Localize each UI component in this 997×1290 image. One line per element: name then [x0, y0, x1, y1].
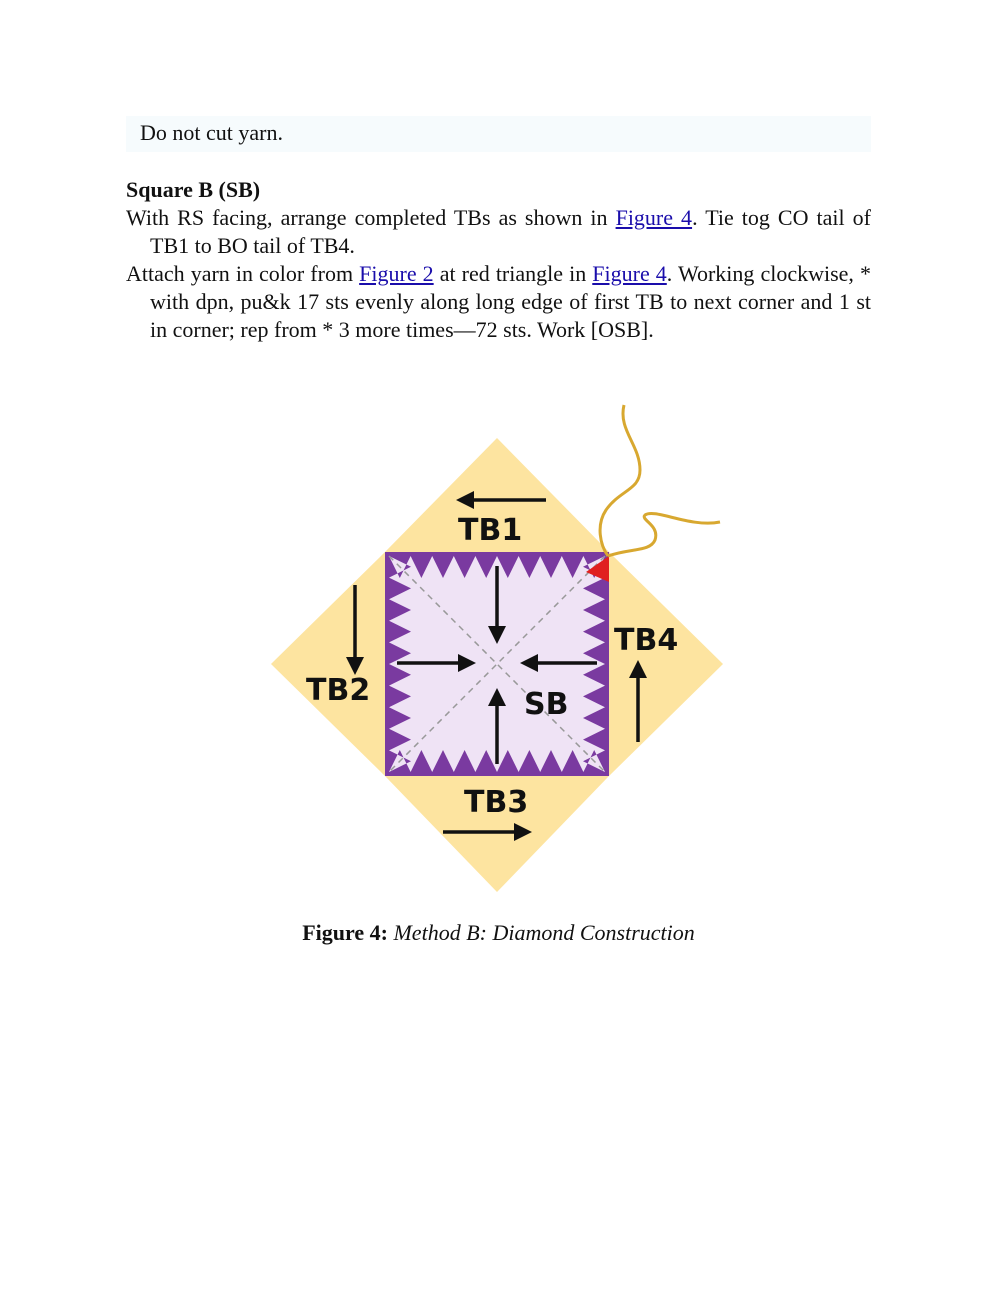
paragraph-text: at red triangle in: [433, 261, 593, 286]
tb4-triangle: [609, 552, 723, 776]
section-heading: Square B (SB): [126, 177, 261, 202]
caption-label: Figure 4:: [302, 920, 388, 945]
tb3-label: TB3: [464, 785, 529, 820]
paragraph-text: . Working clockwise, * with dpn, pu&k 17 sts evenly along long edge of first TB to next corner and 1 st in corner; rep from * 3 more times—72 sts. Work [OSB].: [150, 261, 871, 342]
yarn-strand: [600, 405, 720, 556]
figure-2-link[interactable]: Figure 2: [359, 261, 434, 286]
note-text: Do not cut yarn.: [140, 120, 283, 145]
tb1-label: TB1: [458, 513, 523, 548]
tb4-label: TB4: [614, 623, 679, 658]
paragraph-text: With RS facing, arrange completed TBs as shown in: [126, 205, 616, 230]
caption-text: Method B: Diamond Construction: [393, 920, 695, 945]
tb2-triangle: [271, 552, 385, 776]
sb-label: SB: [524, 687, 569, 722]
note-box: [126, 116, 871, 152]
section-square-b: [126, 176, 871, 344]
paragraph-arrange: [126, 204, 871, 260]
paragraph-text: . Tie tog CO tail of TB1 to BO tail of TB4.: [150, 205, 871, 258]
diagram-svg: [265, 400, 730, 900]
figure-4-link[interactable]: Figure 4: [592, 261, 667, 286]
figure-caption: [0, 918, 997, 948]
diamond-construction-figure: [265, 400, 730, 900]
tb2-label: TB2: [306, 673, 371, 708]
paragraph-attach-yarn: [126, 260, 871, 344]
figure-4-link[interactable]: Figure 4: [615, 205, 693, 230]
paragraph-text: Attach yarn in color from: [126, 261, 360, 286]
